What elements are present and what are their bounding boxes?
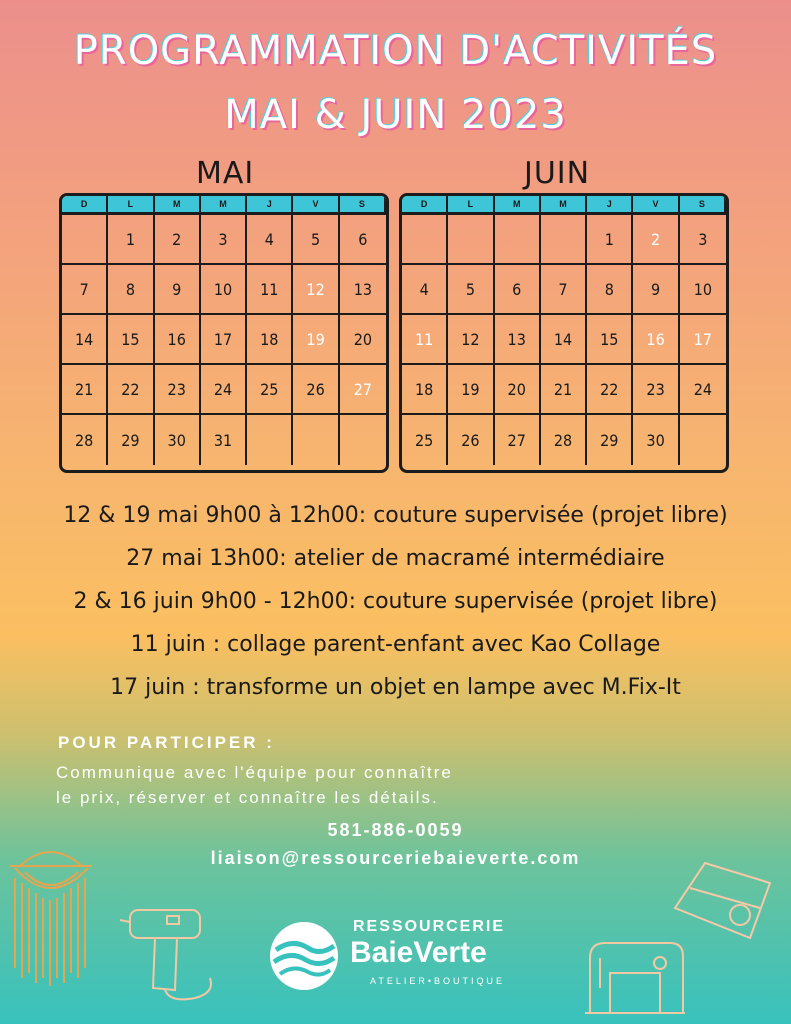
calendar-day: 1 xyxy=(108,215,154,265)
day-of-week-header: M xyxy=(495,196,541,215)
calendar-day: 10 xyxy=(680,265,726,315)
phone-number[interactable]: 581-886-0059 xyxy=(327,820,464,840)
calendar-day: 24 xyxy=(201,365,247,415)
participate-line: le prix, réserver et connaître les détails. xyxy=(56,788,439,807)
day-of-week-header: J xyxy=(247,196,293,215)
day-of-week-header: S xyxy=(680,196,726,215)
calendar-day: 18 xyxy=(247,315,293,365)
calendar-day: 11 xyxy=(402,315,448,365)
day-of-week-header: V xyxy=(633,196,679,215)
logo-main-text: BaieVerte xyxy=(350,936,487,969)
calendar-day: 13 xyxy=(495,315,541,365)
calendar-day: 5 xyxy=(293,215,339,265)
calendar-day: 22 xyxy=(108,365,154,415)
calendar-day: 28 xyxy=(541,415,587,465)
calendar-day: 19 xyxy=(448,365,494,415)
participate-text xyxy=(56,760,453,810)
calendar-day: 7 xyxy=(62,265,108,315)
calendar-day: 14 xyxy=(62,315,108,365)
day-of-week-header: D xyxy=(402,196,448,215)
calendar-day: 11 xyxy=(247,265,293,315)
day-of-week-header: J xyxy=(587,196,633,215)
calendar-day: 20 xyxy=(340,315,386,365)
calendar-day: 27 xyxy=(495,415,541,465)
calendar-day: 23 xyxy=(155,365,201,415)
calendar-day: 17 xyxy=(680,315,726,365)
calendar-day: 23 xyxy=(633,365,679,415)
calendar-day: 7 xyxy=(541,265,587,315)
calendar-day: 3 xyxy=(680,215,726,265)
calendar-empty-cell xyxy=(495,215,541,265)
calendar-day: 10 xyxy=(201,265,247,315)
calendar-empty-cell xyxy=(448,215,494,265)
logo-top-text: RESSOURCERIE xyxy=(353,918,506,935)
calendar-mai xyxy=(59,193,389,473)
calendar-day: 9 xyxy=(633,265,679,315)
calendar-day: 16 xyxy=(155,315,201,365)
calendar-day: 29 xyxy=(587,415,633,465)
calendar-day: 1 xyxy=(587,215,633,265)
calendar-day: 24 xyxy=(680,365,726,415)
calendar-day: 2 xyxy=(633,215,679,265)
calendar-empty-cell xyxy=(541,215,587,265)
calendar-day: 26 xyxy=(293,365,339,415)
month-name-mai: MAI xyxy=(196,156,255,191)
calendar-day: 3 xyxy=(201,215,247,265)
day-of-week-header: S xyxy=(340,196,386,215)
calendar-day: 5 xyxy=(448,265,494,315)
participate-title: POUR PARTICIPER : xyxy=(58,733,275,752)
day-of-week-header: V xyxy=(293,196,339,215)
calendar-day: 25 xyxy=(402,415,448,465)
calendar-empty-cell xyxy=(247,415,293,465)
ressourcerie-logo xyxy=(268,916,528,996)
calendar-day: 12 xyxy=(293,265,339,315)
calendar-empty-cell xyxy=(402,215,448,265)
day-of-week-header: L xyxy=(108,196,154,215)
calendar-day: 21 xyxy=(62,365,108,415)
event-item: 12 & 19 mai 9h00 à 12h00: couture supervisée (projet libre) xyxy=(63,503,728,528)
calendar-day: 27 xyxy=(340,365,386,415)
calendar-day: 29 xyxy=(108,415,154,465)
calendar-day: 13 xyxy=(340,265,386,315)
calendar-day: 14 xyxy=(541,315,587,365)
macrame-icon xyxy=(0,838,100,988)
calendar-day: 9 xyxy=(155,265,201,315)
calendar-day: 30 xyxy=(155,415,201,465)
calendar-grid xyxy=(402,196,726,465)
calendar-grid xyxy=(62,196,386,465)
day-of-week-header: L xyxy=(448,196,494,215)
calendar-day: 18 xyxy=(402,365,448,415)
title-line-2: MAI & JUIN 2023 xyxy=(224,92,567,138)
calendar-day: 8 xyxy=(587,265,633,315)
calendar-day: 4 xyxy=(247,215,293,265)
event-item: 17 juin : transforme un objet en lampe avec M.Fix-It xyxy=(110,675,681,700)
events-list xyxy=(0,494,791,709)
wave-logo-icon xyxy=(268,920,340,992)
calendar-day: 20 xyxy=(495,365,541,415)
calendar-day: 22 xyxy=(587,365,633,415)
calendar-empty-cell xyxy=(340,415,386,465)
calendar-day: 25 xyxy=(247,365,293,415)
calendar-day: 17 xyxy=(201,315,247,365)
calendar-day: 21 xyxy=(541,365,587,415)
calendar-day: 8 xyxy=(108,265,154,315)
calendar-day: 6 xyxy=(495,265,541,315)
day-of-week-header: D xyxy=(62,196,108,215)
calendar-day: 19 xyxy=(293,315,339,365)
calendar-day: 12 xyxy=(448,315,494,365)
calendar-empty-cell xyxy=(680,415,726,465)
calendar-day: 2 xyxy=(155,215,201,265)
calendar-day: 26 xyxy=(448,415,494,465)
email-address[interactable]: liaison@ressourceriebaieverte.com xyxy=(210,848,581,868)
calendar-day: 15 xyxy=(108,315,154,365)
sewing-machine-icon xyxy=(575,918,695,1018)
day-of-week-header: M xyxy=(541,196,587,215)
calendar-day: 16 xyxy=(633,315,679,365)
calendar-day: 15 xyxy=(587,315,633,365)
title-line-1: PROGRAMMATION D'ACTIVITÉS xyxy=(73,28,718,74)
calendar-day: 4 xyxy=(402,265,448,315)
calendar-day: 6 xyxy=(340,215,386,265)
calendar-day: 30 xyxy=(633,415,679,465)
day-of-week-header: M xyxy=(155,196,201,215)
day-of-week-header: M xyxy=(201,196,247,215)
calendar-juin xyxy=(399,193,729,473)
event-item: 2 & 16 juin 9h00 - 12h00: couture supervisée (projet libre) xyxy=(73,589,718,614)
logo-sub-text: ATELIER•BOUTIQUE xyxy=(370,976,505,986)
calendar-day: 31 xyxy=(201,415,247,465)
calendar-empty-cell xyxy=(62,215,108,265)
calendar-empty-cell xyxy=(293,415,339,465)
month-name-juin: JUIN xyxy=(524,156,591,191)
participate-line: Communique avec l'équipe pour connaître xyxy=(56,763,453,782)
event-item: 11 juin : collage parent-enfant avec Kao Collage xyxy=(130,632,661,657)
calendar-day: 28 xyxy=(62,415,108,465)
event-item: 27 mai 13h00: atelier de macramé intermédiaire xyxy=(126,546,665,571)
glue-gun-icon xyxy=(115,898,225,1008)
